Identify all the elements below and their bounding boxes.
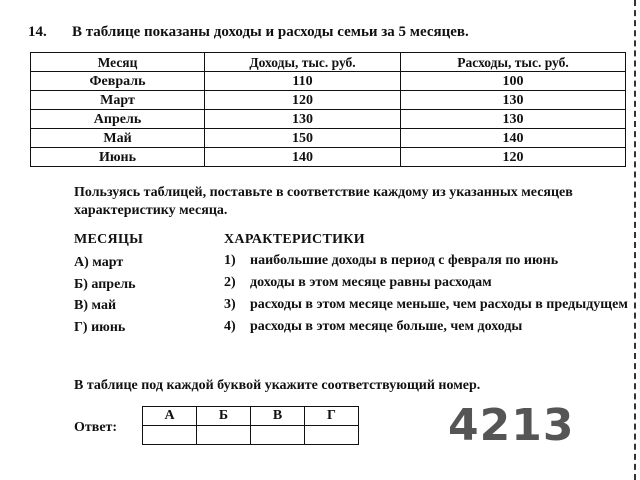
answer-values-row: [143, 426, 359, 445]
cell-income: 140: [205, 148, 401, 167]
answer-letter: Г: [305, 407, 359, 426]
dashed-page-border: [634, 0, 636, 480]
month-option-v: В) май: [74, 298, 117, 313]
answer-cell[interactable]: [305, 426, 359, 445]
footer-instruction: В таблице под каждой буквой укажите соответствующий номер.: [74, 378, 481, 393]
answer-label: Ответ:: [74, 420, 118, 435]
month-option-b: Б) апрель: [74, 276, 136, 292]
cell-expense: 100: [401, 72, 626, 91]
characteristic-text: доходы в этом месяце равны расходам: [250, 275, 492, 290]
months-list: [74, 252, 136, 338]
characteristic-text: расходы в этом месяце меньше, чем расходы в предыдущем: [250, 297, 628, 312]
characteristic-item: [224, 296, 630, 314]
question-number: 14.: [28, 24, 47, 40]
instruction-text: Пользуясь таблицей, поставьте в соответствие каждому из указанных месяцев характеристику месяца.: [74, 185, 573, 218]
table-header-row: [31, 53, 626, 72]
header-income: Доходы, тыс. руб.: [205, 53, 401, 72]
cell-month: Апрель: [31, 110, 205, 129]
characteristic-number: 4): [224, 319, 236, 334]
characteristic-number: 3): [224, 297, 236, 312]
table-row: [31, 91, 626, 110]
cell-income: 150: [205, 129, 401, 148]
question-text: В таблице показаны доходы и расходы семьи за 5 месяцев.: [72, 24, 469, 40]
months-heading: МЕСЯЦЫ: [74, 232, 144, 247]
cell-income: 130: [205, 110, 401, 129]
cell-expense: 130: [401, 110, 626, 129]
answer-letter: Б: [197, 407, 251, 426]
cell-income: 110: [205, 72, 401, 91]
cell-month: Февраль: [31, 72, 205, 91]
income-expense-table: [30, 52, 626, 167]
table-row: [31, 110, 626, 129]
header-month: Месяц: [31, 53, 205, 72]
answer-cell[interactable]: [251, 426, 305, 445]
cell-month: Июнь: [31, 148, 205, 167]
answer-table: [142, 406, 359, 445]
characteristic-number: 1): [224, 253, 236, 268]
answer-cell[interactable]: [197, 426, 251, 445]
header-expense: Расходы, тыс. руб.: [401, 53, 626, 72]
answer-letter: А: [143, 407, 197, 426]
cell-expense: 140: [401, 129, 626, 148]
answer-cell[interactable]: [143, 426, 197, 445]
characteristics-list: [224, 252, 630, 340]
characteristic-item: [224, 252, 630, 270]
cell-expense: 120: [401, 148, 626, 167]
big-answer-overlay: 4213: [448, 400, 575, 451]
month-option-a: А) март: [74, 255, 124, 270]
characteristic-text: расходы в этом месяце больше, чем доходы: [250, 319, 523, 334]
table-row: [31, 72, 626, 91]
characteristic-item: [224, 274, 630, 292]
month-option-g: Г) июнь: [74, 319, 126, 335]
table-row: [31, 148, 626, 167]
characteristic-text: наибольшие доходы в период с февраля по июнь: [250, 253, 559, 268]
cell-month: Март: [31, 91, 205, 110]
characteristic-number: 2): [224, 275, 236, 290]
question-header: [28, 24, 469, 41]
cell-month: Май: [31, 129, 205, 148]
answer-letter: В: [251, 407, 305, 426]
table-row: [31, 129, 626, 148]
cell-expense: 130: [401, 91, 626, 110]
characteristics-heading: ХАРАКТЕРИСТИКИ: [224, 232, 365, 247]
cell-income: 120: [205, 91, 401, 110]
answer-letters-row: [143, 407, 359, 426]
characteristic-item: [224, 318, 630, 336]
